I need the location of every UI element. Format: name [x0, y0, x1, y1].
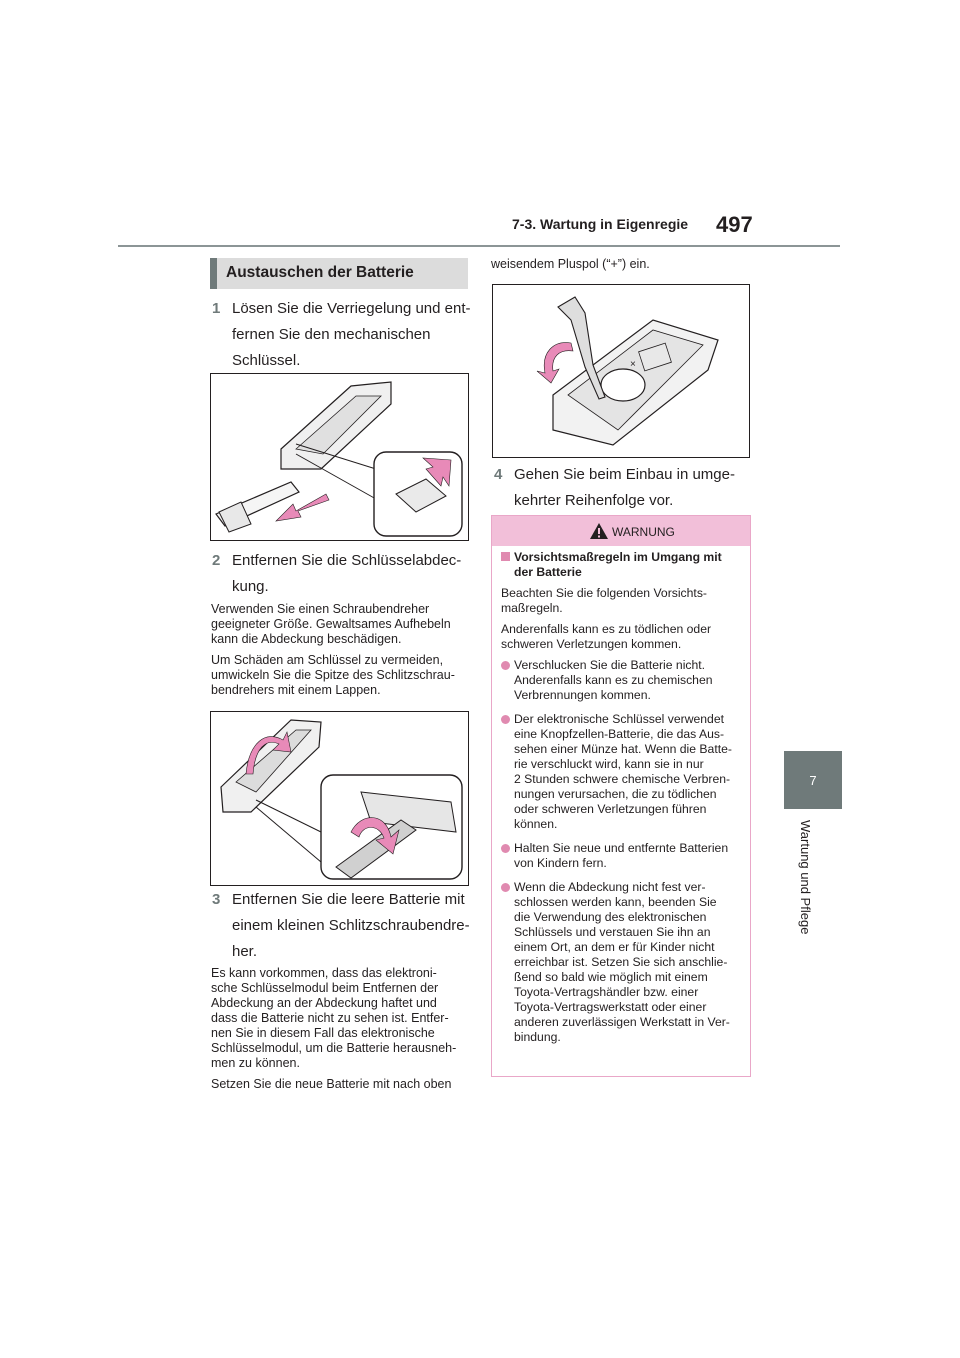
dot-bullet-icon	[501, 844, 510, 853]
warning-line: Verbrennungen kommen.	[514, 688, 651, 702]
warning-line: Toyota-Vertragshändler bzw. einer	[514, 985, 699, 999]
svg-text:×: ×	[630, 359, 636, 370]
section-title	[210, 258, 468, 289]
step-line: her.	[232, 943, 258, 960]
step-line: einem kleinen Schlitzschraubendre-	[232, 917, 470, 934]
cover-illustration	[211, 712, 468, 885]
warning-line: anderen zuverlässigen Werkstatt in Ver-	[514, 1015, 730, 1029]
note-line: umwickeln Sie die Spitze des Schlitzschrau-	[211, 668, 455, 682]
coin-battery	[601, 369, 645, 401]
step-line: kehrter Reihenfolge vor.	[514, 492, 674, 509]
warning-line: Halten Sie neue und entfernte Batterien	[514, 841, 729, 855]
note-line: geeigneter Größe. Gewaltsames Aufhebeln	[211, 617, 451, 631]
step-number: 2	[212, 552, 221, 569]
step-line: fernen Sie den mechanischen	[232, 326, 431, 343]
step-number: 4	[494, 466, 503, 483]
note-step3-a	[211, 966, 471, 1071]
section-title-text: Austauschen der Batterie	[226, 264, 414, 281]
note-line: dass die Batterie nicht zu sehen ist. Entfer-	[211, 1011, 449, 1025]
warning-line: erreichbar ist. Setzen Sie sich anschlie-	[514, 955, 728, 969]
section-header: 7-3. Wartung in Eigenregie	[512, 216, 689, 232]
warning-heading-line: der Batterie	[514, 565, 582, 579]
page-number: 497	[716, 212, 753, 237]
note-step2-b	[211, 653, 471, 698]
warning-line: maßregeln.	[501, 601, 563, 615]
chapter-label: Wartung und Pflege	[798, 820, 813, 935]
square-bullet-icon	[501, 552, 510, 561]
step-line: Entfernen Sie die Schlüsselabdec-	[232, 552, 462, 569]
header-rule	[118, 245, 840, 247]
step-number: 3	[212, 891, 221, 908]
step-1	[212, 296, 472, 374]
warning-line: Der elektronische Schlüssel verwendet	[514, 712, 724, 726]
warning-line: Wenn die Abdeckung nicht fest ver-	[514, 880, 706, 894]
note-line: Schlüsselmodul, um die Batterie herausneh-	[211, 1041, 457, 1055]
section-title-bar	[210, 258, 217, 289]
step-line: Entfernen Sie die leere Batterie mit	[232, 891, 465, 908]
step-line: Schlüssel.	[232, 352, 301, 369]
step-2	[212, 548, 472, 600]
warning-line: sehen einer Münze hat. Wenn die Batte-	[514, 742, 732, 756]
figure-replace-battery	[492, 284, 750, 458]
note-line: men zu können.	[211, 1056, 300, 1070]
figure-remove-mechanical-key	[210, 373, 469, 541]
warning-line: Anderenfalls kann es zu tödlichen oder	[501, 622, 712, 636]
warning-line: Schlüssels und verstauen Sie ihn an	[514, 925, 711, 939]
warning-heading-line: Vorsichtsmaßregeln im Umgang mit	[514, 550, 722, 564]
warning-header	[492, 516, 750, 546]
note-line: Um Schäden am Schlüssel zu vermeiden,	[211, 653, 444, 667]
note-line: bendrehers mit einem Lappen.	[211, 683, 381, 697]
note-step3-b: Setzen Sie die neue Batterie mit nach oben	[211, 1077, 452, 1091]
key-illustration	[211, 374, 468, 540]
warning-line: 2 Stunden schwere chemische Verbren-	[514, 772, 731, 786]
warning-line: nungen verursachen, die zu tödlichen	[514, 787, 717, 801]
warning-line: von Kindern fern.	[514, 856, 607, 870]
note-line: nen Sie in diesem Fall das elektronische	[211, 1026, 435, 1040]
warning-line: oder schweren Verletzungen führen	[514, 802, 707, 816]
warning-bullet	[501, 712, 741, 832]
step-line: kung.	[232, 578, 269, 595]
warning-title: WARNUNG	[612, 525, 675, 539]
dot-bullet-icon	[501, 715, 510, 724]
step-line: Gehen Sie beim Einbau in umge-	[514, 466, 735, 483]
dot-bullet-icon	[501, 883, 510, 892]
warning-box	[491, 515, 751, 1077]
warning-intro-2	[501, 622, 741, 652]
note-line: Verwenden Sie einen Schraubendreher	[211, 602, 430, 616]
warning-intro-1	[501, 586, 741, 616]
rotate-arrow-icon	[537, 343, 573, 383]
warning-line: ßend so bald wie möglich mit einem	[514, 970, 708, 984]
note-step3-c: weisendem Pluspol (“+”) ein.	[491, 257, 650, 271]
note-line: sche Schlüsselmodul beim Entfernen der	[211, 981, 439, 995]
warning-triangle-icon	[589, 522, 609, 540]
warning-line: rie verschluckt wird, kann sie in nur	[514, 757, 704, 771]
warning-line: Anderenfalls kann es zu chemischen	[514, 673, 713, 687]
warning-line: eine Knopfzellen-Batterie, die das Aus-	[514, 727, 725, 741]
chapter-tab: 7	[784, 751, 842, 809]
warning-line: können.	[514, 817, 558, 831]
warning-body	[501, 550, 741, 1051]
step-number: 1	[212, 300, 221, 317]
step-line: Lösen Sie die Verriegelung und ent-	[232, 300, 471, 317]
figure-remove-key-cover	[210, 711, 469, 886]
warning-bullet	[501, 841, 741, 871]
warning-line: die Verwendung des elektronischen	[514, 910, 707, 924]
warning-heading	[501, 550, 741, 580]
warning-line: einem Ort, an dem er für Kinder nicht	[514, 940, 715, 954]
warning-line: Toyota-Vertragswerkstatt oder einer	[514, 1000, 707, 1014]
step-4	[494, 462, 754, 514]
warning-bullet	[501, 658, 741, 703]
note-step2-a	[211, 602, 471, 647]
note-line: kann die Abdeckung beschädigen.	[211, 632, 402, 646]
warning-line: schlossen werden kann, beenden Sie	[514, 895, 717, 909]
warning-bullet	[501, 880, 741, 1045]
dot-bullet-icon	[501, 661, 510, 670]
warning-line: schweren Verletzungen kommen.	[501, 637, 682, 651]
battery-illustration	[493, 285, 749, 457]
warning-line: bindung.	[514, 1030, 561, 1044]
warning-line: Verschlucken Sie die Batterie nicht.	[514, 658, 706, 672]
step-3	[212, 887, 472, 965]
note-line: Es kann vorkommen, dass das elektroni-	[211, 966, 437, 980]
note-line: Abdeckung an der Abdeckung haftet und	[211, 996, 437, 1010]
warning-line: Beachten Sie die folgenden Vorsichts-	[501, 586, 707, 600]
